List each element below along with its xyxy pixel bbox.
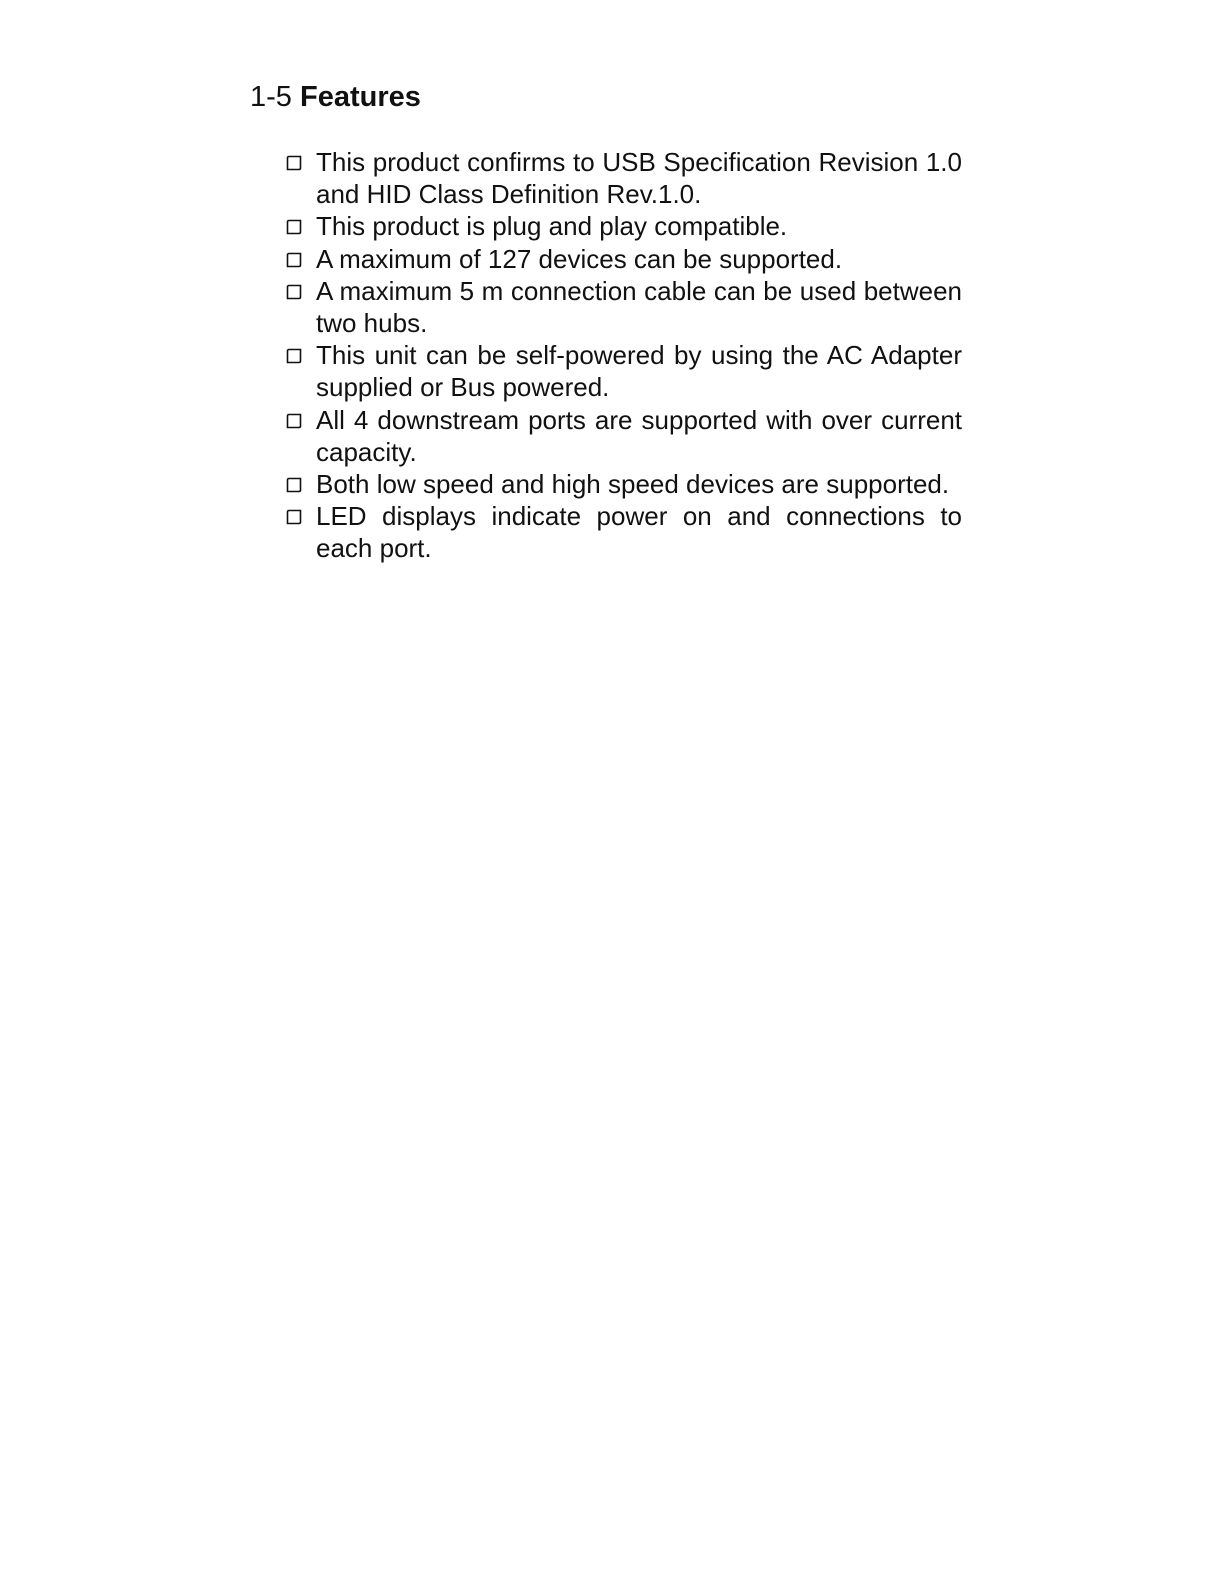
- feature-text: This unit can be self-powered by using the AC Adapter supplied or Bus powered.: [316, 340, 962, 403]
- hollow-square-icon: [286, 477, 302, 493]
- hollow-square-icon: [286, 252, 302, 268]
- feature-list: [285, 146, 962, 565]
- hollow-square-icon: [286, 413, 302, 429]
- list-item: [285, 468, 962, 500]
- hollow-square-icon: [286, 348, 302, 364]
- feature-text: A maximum of 127 devices can be supported.: [316, 243, 843, 274]
- list-item: [285, 275, 962, 339]
- hollow-square-icon: [286, 509, 302, 525]
- section-number: 1-5: [250, 81, 292, 113]
- feature-text: This product confirms to USB Specification Revision 1.0 and HID Class Definition Rev.1.0.: [316, 147, 962, 210]
- hollow-square-icon: [286, 155, 302, 171]
- list-item: [285, 243, 962, 275]
- hollow-square-icon: [286, 284, 302, 300]
- feature-text: Both low speed and high speed devices are supported.: [316, 469, 950, 500]
- feature-text: All 4 downstream ports are supported with over current capacity.: [316, 404, 962, 467]
- list-item: [285, 404, 962, 468]
- list-item: [285, 146, 962, 210]
- list-item: [285, 339, 962, 403]
- section-heading: [250, 78, 421, 116]
- feature-text: This product is plug and play compatible.: [316, 211, 788, 242]
- feature-text: A maximum 5 m connection cable can be used between two hubs.: [316, 275, 962, 339]
- hollow-square-icon: [286, 219, 302, 235]
- list-item: [285, 210, 962, 242]
- list-item: [285, 500, 962, 564]
- feature-text: LED displays indicate power on and connections to each port.: [316, 501, 962, 564]
- section-title: Features: [299, 81, 421, 113]
